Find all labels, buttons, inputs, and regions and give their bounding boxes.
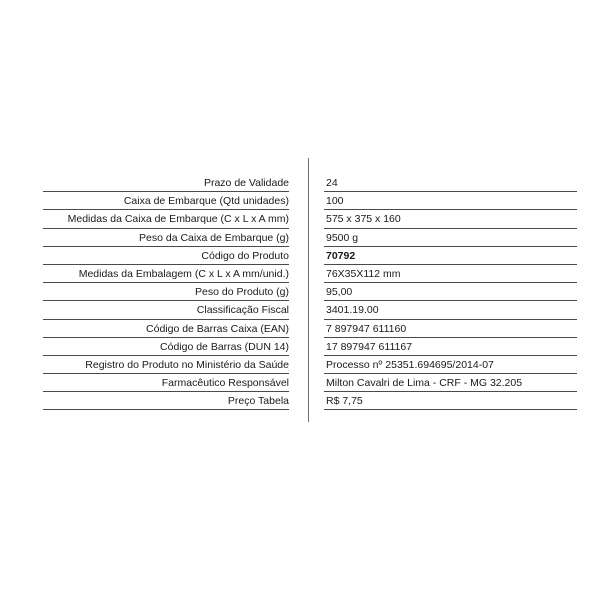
spec-row-preco-tabela [43,392,577,410]
spec-label: Medidas da Embalagem (C x L x A mm/unid.) [43,265,289,283]
spec-label: Classificação Fiscal [43,301,289,319]
spec-label: Prazo de Validade [43,174,289,192]
spec-label: Código do Produto [43,247,289,265]
spec-label: Preço Tabela [43,392,289,410]
spec-value: Milton Cavalri de Lima - CRF - MG 32.205 [324,374,577,392]
spec-row-classificacao-fiscal [43,301,577,319]
spec-label: Código de Barras Caixa (EAN) [43,320,289,338]
spec-label: Peso do Produto (g) [43,283,289,301]
spec-value: Processo nº 25351.694695/2014-07 [324,356,577,374]
spec-label: Medidas da Caixa de Embarque (C x L x A mm) [43,210,289,228]
spec-value: 100 [324,192,577,210]
spec-value: 7 897947 611160 [324,320,577,338]
spec-row-medidas-embalagem [43,265,577,283]
spec-value: R$ 7,75 [324,392,577,410]
spec-value: 575 x 375 x 160 [324,210,577,228]
spec-label: Código de Barras (DUN 14) [43,338,289,356]
spec-value: 76X35X112 mm [324,265,577,283]
spec-row-caixa-embarque-qtd [43,192,577,210]
spec-row-peso-caixa-embarque [43,229,577,247]
spec-label: Peso da Caixa de Embarque (g) [43,229,289,247]
spec-row-prazo-validade [43,174,577,192]
spec-value: 95,00 [324,283,577,301]
spec-row-farmaceutico [43,374,577,392]
spec-row-codigo-barras-caixa [43,320,577,338]
spec-value: 9500 g [324,229,577,247]
spec-row-codigo-barras-dun [43,338,577,356]
spec-value: 3401.19.00 [324,301,577,319]
spec-label: Caixa de Embarque (Qtd unidades) [43,192,289,210]
spec-value: 70792 [324,247,577,265]
spec-value: 24 [324,174,577,192]
spec-row-codigo-produto [43,247,577,265]
spec-label: Farmacêutico Responsável [43,374,289,392]
spec-label: Registro do Produto no Ministério da Saúde [43,356,289,374]
spec-row-medidas-caixa-embarque [43,210,577,228]
spec-value: 17 897947 611167 [324,338,577,356]
spec-row-peso-produto [43,283,577,301]
spec-row-registro-ministerio [43,356,577,374]
spec-table [43,174,577,410]
